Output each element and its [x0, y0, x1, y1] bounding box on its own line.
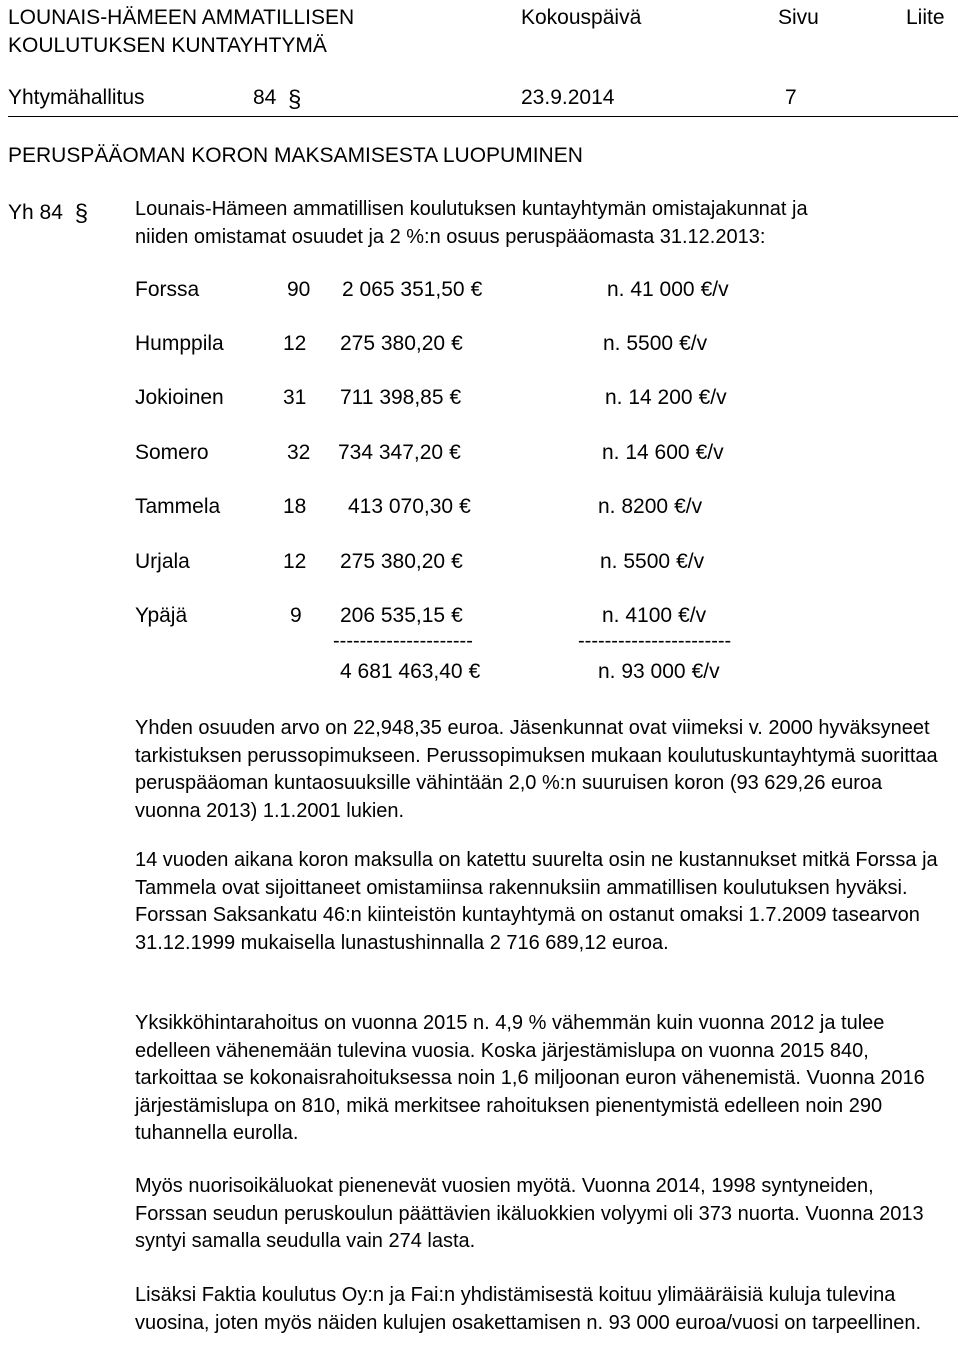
item-ref [8, 198, 88, 226]
interest-amount [600, 550, 704, 574]
interest-separator: ----------------------- [578, 630, 732, 652]
interest-amount [607, 278, 729, 302]
document-title: PERUSPÄÄOMAN KORON MAKSAMISESTA LUOPUMINEN [8, 144, 583, 167]
header-page-label: Sivu [778, 6, 819, 29]
euro-sign: € [449, 441, 461, 464]
interest-value: n. 14 600 [602, 441, 690, 464]
intro-line-1: Lounais-Hämeen ammatillisen koulutuksen kuntayhtymän omistajakunnat ja [135, 198, 808, 220]
item-ref-number: Yh 84 [8, 201, 63, 224]
euro-sign: € [698, 386, 711, 409]
total-amount [340, 660, 480, 684]
interest-amount [598, 495, 702, 519]
capital-amount-value: 275 380,20 [340, 550, 446, 573]
municipality-name: Forssa [135, 278, 200, 301]
interest-unit: /v [707, 441, 724, 464]
capital-amount [342, 278, 482, 302]
municipality-name: Urjala [135, 550, 190, 573]
total-amount-value: 4 681 463,40 [340, 660, 463, 683]
euro-sign: € [700, 278, 713, 301]
table-row [135, 550, 835, 578]
share-count: 12 [283, 550, 307, 573]
table-row [135, 495, 835, 523]
header-attachment-label: Liite [906, 6, 945, 29]
header-date-label: Kokouspäivä [521, 6, 642, 29]
meeting-body: Yhtymähallitus [8, 86, 145, 109]
share-count: 18 [283, 495, 307, 518]
euro-sign: € [674, 495, 686, 518]
total-interest [598, 660, 720, 684]
interest-value: n. 5500 [600, 550, 671, 573]
euro-sign: € [676, 550, 688, 573]
section-sign-icon: § [74, 200, 89, 227]
municipality-name: Somero [135, 441, 209, 464]
euro-sign: € [468, 660, 481, 683]
capital-amount [338, 441, 461, 465]
section-sign-icon: § [288, 86, 302, 113]
capital-amount-value: 711 398,85 [340, 386, 444, 409]
capital-amount-value: 2 065 351,50 [342, 278, 465, 301]
euro-sign: € [451, 550, 463, 573]
org-name-line1: LOUNAIS-HÄMEEN AMMATILLISEN [8, 6, 355, 29]
euro-sign: € [449, 386, 462, 409]
interest-unit: /v [710, 386, 727, 409]
capital-amount [348, 495, 471, 519]
share-count: 32 [287, 441, 311, 464]
capital-amount-value: 413 070,30 [348, 495, 454, 518]
capital-amount-value: 206 535,15 [340, 604, 446, 627]
total-interest-unit: /v [703, 660, 720, 683]
paragraph-share-value: Yhden osuuden arvo on 22,948,35 euroa. Jäsenkunnat ovat viimeksi v. 2000 hyväksyneet tarkistuksen perussopimukseen. Perussopimuksen mukaan koulutuskuntayhtymä suorittaa peruspääoman kuntaosuuksille vähintään 2,0 %:n suuruisen koron (93 629,26 euroa vuonna 2013) 1.1.2001 lukien. [135, 717, 938, 822]
interest-amount [602, 441, 724, 465]
paragraph-unit-funding: Yksikköhintarahoitus on vuonna 2015 n. 4,9 % vähemmän kuin vuonna 2012 ja tulee edelleen vähenemään tulevina vuosia. Koska järjestämislupa on vuonna 2015 840, tarkoittaa se kokonaisrahoituksessa noin 1,6 miljoonan euron vähenemistä. Vuonna 2016 järjestämislupa on 810, mikä merkitsee rahoituksen pienentymistä edelleen noin 290 tuhannella eurolla. [135, 1012, 925, 1144]
interest-amount [605, 386, 727, 410]
interest-unit: /v [685, 495, 703, 518]
meeting-date: 23.9.2014 [521, 86, 615, 109]
capital-amount-value: 275 380,20 [340, 332, 446, 355]
header-divider [8, 116, 958, 117]
municipality-name: Humppila [135, 332, 224, 355]
euro-sign: € [459, 495, 471, 518]
share-count: 31 [283, 386, 307, 409]
table-row [135, 604, 835, 632]
table-row [135, 441, 835, 469]
interest-unit: /v [712, 278, 729, 301]
interest-unit: /v [687, 550, 705, 573]
paragraph-merger-costs: Lisäksi Faktia koulutus Oy:n ja Fai:n yhdistämisestä koituu ylimääräisiä kuluja tulevina vuosina, joten myös näiden kulujen osakettamisen n. 93 000 euroa/vuosi on tarpeellinen. [135, 1284, 922, 1334]
interest-value: n. 14 200 [605, 386, 693, 409]
table-row [135, 278, 835, 306]
paragraph-youth-cohorts: Myös nuorisoikäluokat pienenevät vuosien myötä. Vuonna 2014, 1998 syntyneiden, Forssan seudun peruskoulun päättävien ikäluokkien volyymi oli 373 nuorta. Vuonna 2013 syntyi samalla seudulla vain 274 lasta. [135, 1175, 924, 1252]
share-count: 9 [290, 604, 302, 627]
org-name-line2: KOULUTUKSEN KUNTAYHTYMÄ [8, 34, 327, 57]
euro-sign: € [451, 604, 463, 627]
euro-sign: € [691, 660, 704, 683]
interest-unit: /v [690, 332, 708, 355]
interest-unit: /v [689, 604, 707, 627]
municipality-name: Ypäjä [135, 604, 188, 627]
share-count: 12 [283, 332, 307, 355]
capital-amount [340, 550, 463, 574]
capital-amount [340, 386, 461, 410]
euro-sign: € [451, 332, 463, 355]
capital-amount [340, 604, 463, 628]
interest-value: n. 8200 [598, 495, 669, 518]
intro-line-2: niiden omistamat osuudet ja 2 %:n osuus peruspääomasta 31.12.2013: [135, 226, 766, 248]
euro-sign: € [679, 332, 691, 355]
amount-separator: --------------------- [333, 630, 473, 652]
capital-amount-value: 734 347,20 [338, 441, 444, 464]
table-row [135, 386, 835, 414]
municipality-name: Jokioinen [135, 386, 224, 409]
euro-sign: € [678, 604, 690, 627]
interest-value: n. 5500 [603, 332, 674, 355]
page-number: 7 [785, 86, 797, 109]
table-row [135, 332, 835, 360]
interest-amount [603, 332, 707, 356]
total-interest-value: n. 93 000 [598, 660, 686, 683]
interest-amount [602, 604, 706, 628]
section-number: 84 [253, 86, 277, 109]
interest-value: n. 4100 [602, 604, 673, 627]
municipality-name: Tammela [135, 495, 221, 518]
euro-sign: € [470, 278, 483, 301]
share-count: 90 [287, 278, 311, 301]
euro-sign: € [695, 441, 708, 464]
interest-value: n. 41 000 [607, 278, 695, 301]
capital-amount [340, 332, 463, 356]
paragraph-interest-history: 14 vuoden aikana koron maksulla on katettu suurelta osin ne kustannukset mitkä Forssa ja Tammela ovat sijoittaneet omistamiinsa rakennuksiin ammatillisen koulutuksen hyväksi. Forssan Saksankatu 46:n kiinteistön kuntayhtymä on ostanut omaksi 1.7.2009 tasearvon 31.12.1999 mukaisella lunastushinnalla 2 716 689,12 euroa. [135, 849, 938, 954]
